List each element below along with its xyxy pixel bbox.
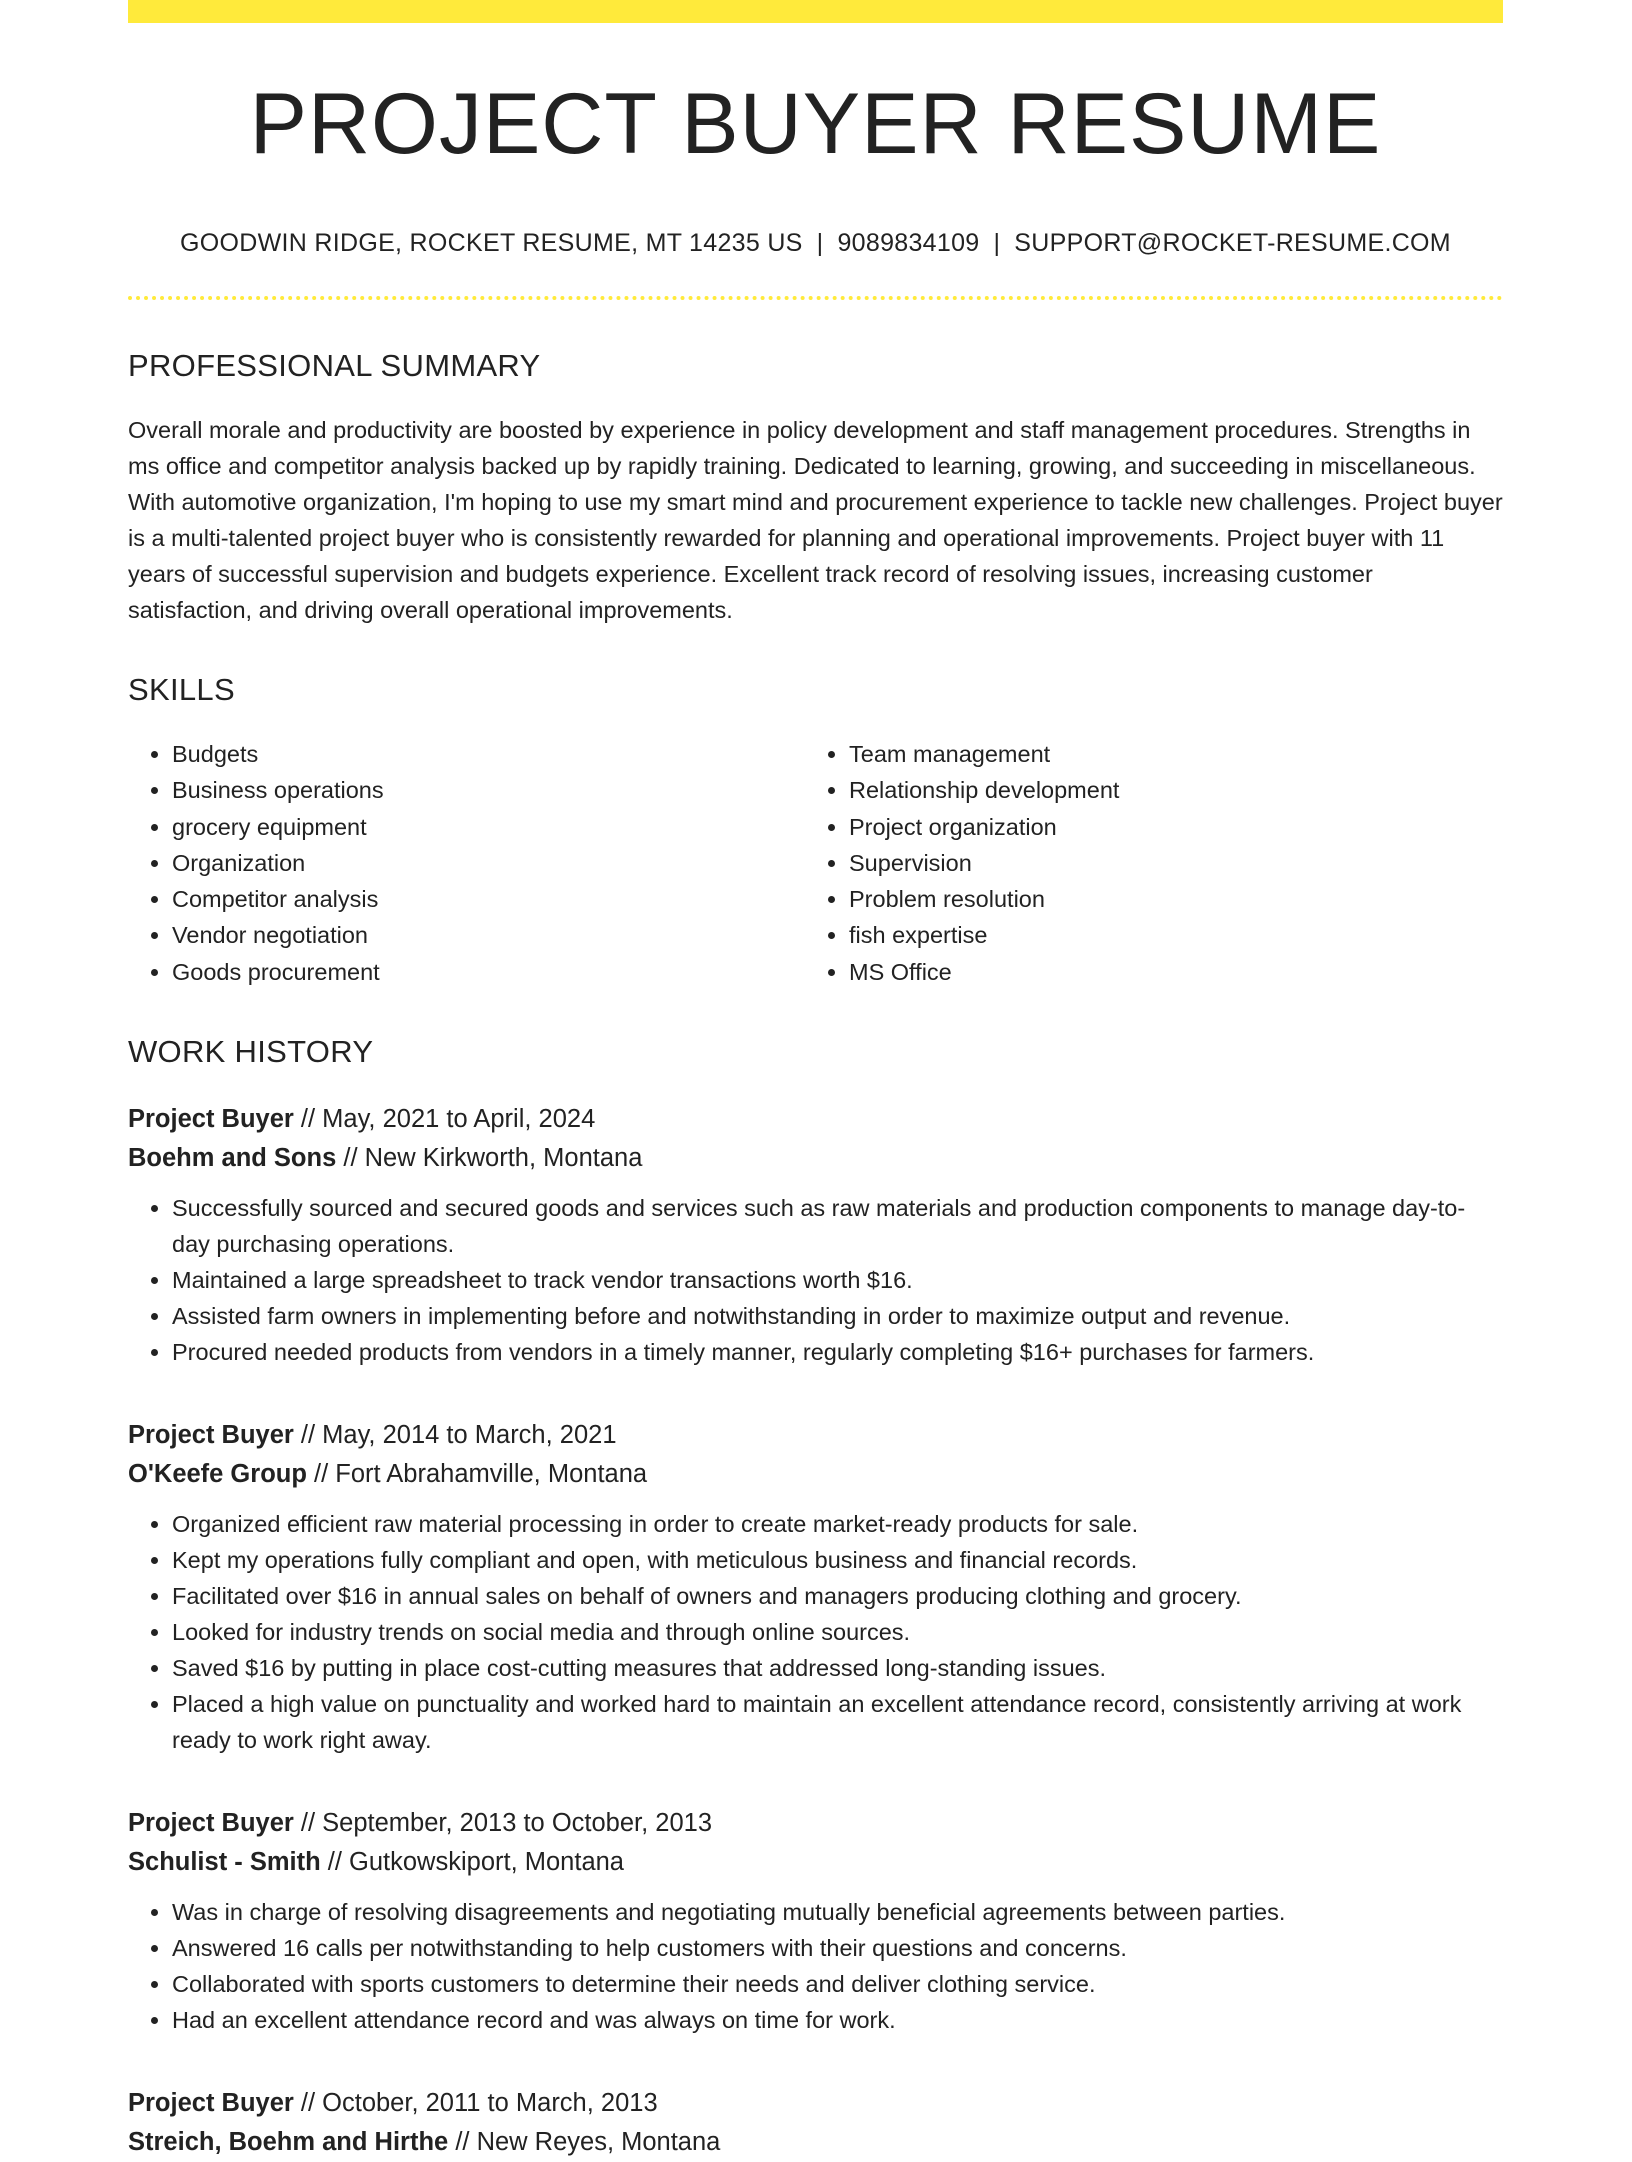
contact-email: SUPPORT@ROCKET-RESUME.COM xyxy=(1014,229,1451,257)
job-dates: // October, 2011 to March, 2013 xyxy=(293,2089,658,2118)
skill-item: • Organization xyxy=(172,845,805,881)
skill-item: • Vendor negotiation xyxy=(172,917,805,953)
job-bullet: • Successfully sourced and secured goods and services such as raw materials and production components to manage day-to-day purchasing operations. xyxy=(172,1190,1503,1262)
job-company: Boehm and Sons xyxy=(128,1144,337,1173)
job-dates: // May, 2014 to March, 2021 xyxy=(293,1421,617,1450)
summary-text: Overall morale and productivity are boosted by experience in policy development and staff management procedures. Strengths in ms office and competitor analysis backed up by rapidly training. Dedicated to learning, growing, and succeeding in miscellaneous. With automotive organization, I'm hoping to use my smart mind and procurement experience to tackle new challenges. Project buyer is a multi-talented project buyer who is consistently rewarded for planning and operational improvements. Project buyer with 11 years of successful supervision and budgets experience. Excellent track record of resolving issues, increasing customer satisfaction, and driving overall operational improvements. xyxy=(128,417,1503,623)
job-bullet: • Assisted farm owners in implementing before and notwithstanding in order to maximize output and revenue. xyxy=(172,1298,1503,1334)
job-title-line xyxy=(128,1804,1503,1843)
job-location: // New Kirkworth, Montana xyxy=(336,1144,643,1173)
job-title: Project Buyer xyxy=(128,1809,294,1838)
skills-column-right xyxy=(805,736,1482,990)
job-bullets xyxy=(128,1506,1503,1758)
job-dates: // September, 2013 to October, 2013 xyxy=(293,1809,713,1838)
skill-item: • MS Office xyxy=(849,954,1482,990)
job-title-line xyxy=(128,2084,1503,2123)
job-location: // Fort Abrahamville, Montana xyxy=(306,1460,648,1489)
contact-separator: | xyxy=(993,229,1001,257)
skills-list xyxy=(128,736,1503,990)
skill-item: • Project organization xyxy=(849,809,1482,845)
job-location: // New Reyes, Montana xyxy=(448,2128,721,2157)
job-company-line xyxy=(128,1455,1503,1494)
skill-item: • Team management xyxy=(849,736,1482,772)
job-company: O'Keefe Group xyxy=(128,1460,307,1489)
job-entry xyxy=(128,1416,1503,1758)
summary-heading: PROFESSIONAL SUMMARY xyxy=(128,348,541,383)
skill-item: • Problem resolution xyxy=(849,881,1482,917)
job-bullet: • Kept my operations fully compliant and open, with meticulous business and financial records. xyxy=(172,1542,1503,1578)
skill-item: • grocery equipment xyxy=(172,809,805,845)
skills-heading: SKILLS xyxy=(128,672,235,707)
skill-item: • Business operations xyxy=(172,772,805,808)
job-entry xyxy=(128,1100,1503,1370)
job-dates: // May, 2021 to April, 2024 xyxy=(293,1105,596,1134)
job-title: Project Buyer xyxy=(128,1105,294,1134)
job-location: // Gutkowskiport, Montana xyxy=(320,1848,624,1877)
job-bullet: • Saved $16 by putting in place cost-cutting measures that addressed long-standing issues. xyxy=(172,1650,1503,1686)
job-bullet: • Placed a high value on punctuality and worked hard to maintain an excellent attendance record, consistently arriving at work ready to work right away. xyxy=(172,1686,1503,1758)
job-bullet: • Facilitated over $16 in annual sales on behalf of owners and managers producing clothing and grocery. xyxy=(172,1578,1503,1614)
top-accent-bar xyxy=(128,0,1503,23)
job-title-line xyxy=(128,1100,1503,1139)
job-bullet: • Looked for industry trends on social media and through online sources. xyxy=(172,1614,1503,1650)
skill-item: • Competitor analysis xyxy=(172,881,805,917)
job-title: Project Buyer xyxy=(128,1421,294,1450)
job-company-line xyxy=(128,1139,1503,1178)
job-title: Project Buyer xyxy=(128,2089,294,2118)
job-bullet: • Maintained a large spreadsheet to track vendor transactions worth $16. xyxy=(172,1262,1503,1298)
job-title-line xyxy=(128,1416,1503,1455)
contact-address: GOODWIN RIDGE, ROCKET RESUME, MT 14235 US xyxy=(180,229,803,257)
contact-separator: | xyxy=(816,229,824,257)
contact-phone: 9089834109 xyxy=(837,229,980,257)
job-bullet: • Collaborated with sports customers to determine their needs and deliver clothing service. xyxy=(172,1966,1503,2002)
dotted-divider xyxy=(128,296,1503,300)
skill-item: • Goods procurement xyxy=(172,954,805,990)
skill-item: • Relationship development xyxy=(849,772,1482,808)
resume-page xyxy=(128,0,1503,2162)
skill-item: • Supervision xyxy=(849,845,1482,881)
skill-item: • Budgets xyxy=(172,736,805,772)
job-entry xyxy=(128,2084,1503,2162)
skills-column-left xyxy=(128,736,805,990)
work-history-heading: WORK HISTORY xyxy=(128,1034,374,1070)
job-company-line xyxy=(128,2123,1503,2162)
job-bullet: • Had an excellent attendance record and was always on time for work. xyxy=(172,2002,1503,2038)
contact-line xyxy=(128,229,1503,258)
job-bullet: • Procured needed products from vendors in a timely manner, regularly completing $16+ purchases for farmers. xyxy=(172,1334,1503,1370)
job-bullet: • Answered 16 calls per notwithstanding to help customers with their questions and concerns. xyxy=(172,1930,1503,1966)
job-bullet: • Organized efficient raw material processing in order to create market-ready products for sale. xyxy=(172,1506,1503,1542)
job-bullets xyxy=(128,1894,1503,2038)
job-entry xyxy=(128,1804,1503,2038)
skill-item: • fish expertise xyxy=(849,917,1482,953)
job-company-line xyxy=(128,1843,1503,1882)
job-bullets xyxy=(128,1190,1503,1370)
job-company: Streich, Boehm and Hirthe xyxy=(128,2128,449,2157)
resume-title: PROJECT BUYER RESUME xyxy=(249,76,1382,172)
job-company: Schulist - Smith xyxy=(128,1848,321,1877)
job-bullet: • Was in charge of resolving disagreements and negotiating mutually beneficial agreements between parties. xyxy=(172,1894,1503,1930)
